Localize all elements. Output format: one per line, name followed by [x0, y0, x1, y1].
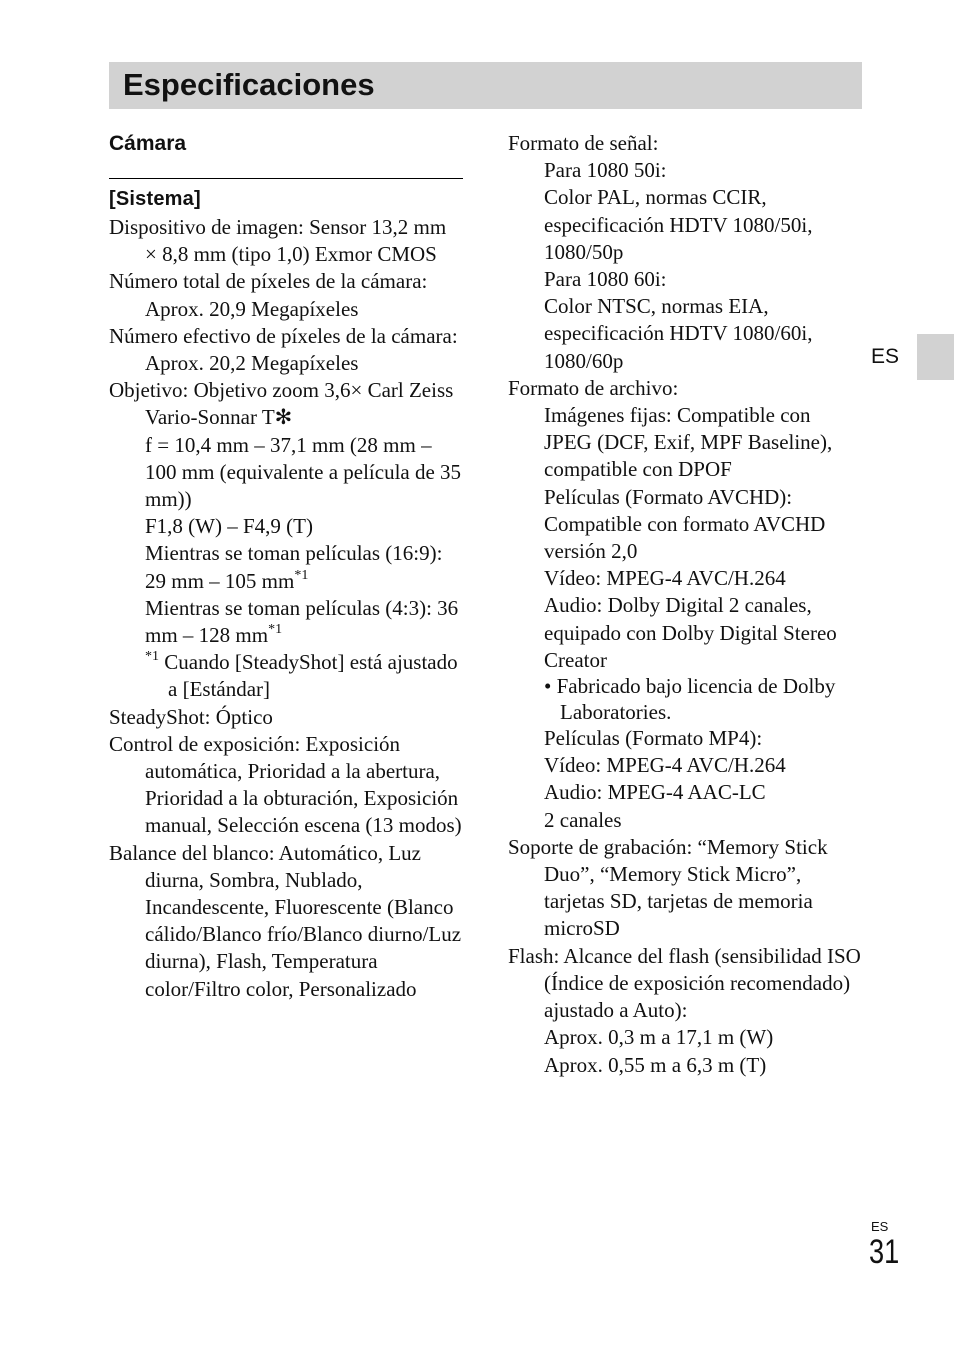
spec-text: Aprox. 20,2 Megapíxeles [145, 351, 359, 376]
spec-line [109, 296, 463, 323]
spec-text: Vídeo: MPEG-4 AVC/H.264 [544, 566, 786, 591]
spec-text: Número total de píxeles de la cámara: [109, 269, 428, 294]
spec-line [109, 214, 463, 268]
spec-line [109, 704, 463, 731]
spec-line [508, 1024, 862, 1051]
spec-text: Color NTSC, normas EIA, especificación HDTV 1080/60i, 1080/60p [544, 294, 813, 373]
spec-line [508, 266, 862, 293]
footnote-marker: *1 [145, 649, 159, 665]
spec-line [109, 649, 463, 703]
spec-line [508, 130, 862, 157]
spec-text: 2 canales [544, 807, 622, 832]
section-heading: Cámara [109, 132, 187, 155]
spec-line [508, 293, 862, 375]
spec-line [508, 402, 862, 484]
spec-line [508, 565, 862, 592]
spec-text: Audio: Dolby Digital 2 canales, equipado con Dolby Digital Stereo Creator [544, 593, 837, 672]
spec-text: Dispositivo de imagen: Sensor 13,2 mm × 8,8 mm (tipo 1,0) Exmor CMOS [109, 215, 447, 267]
spec-text: Control de exposición: Exposición automática, Prioridad a la abertura, Prioridad a la obturación, Exposición manual, Selección escena (13 modos) [109, 731, 462, 838]
spec-text: Mientras se toman películas (16:9): 29 mm – 105 mm [145, 541, 443, 593]
side-tab [917, 334, 954, 380]
side-tab-label: ES [871, 345, 900, 368]
spec-line [508, 1052, 862, 1079]
spec-line [508, 725, 862, 752]
spec-line [508, 779, 862, 806]
spec-line [508, 943, 862, 1025]
right-spec-list [508, 130, 862, 1079]
spec-text: F1,8 (W) – F4,9 (T) [145, 514, 313, 539]
page-number: 31 [869, 1233, 900, 1271]
spec-text: f = 10,4 mm – 37,1 mm (28 mm – 100 mm (equivalente a película de 35 mm)) [145, 432, 462, 512]
spec-line [109, 268, 463, 295]
spec-text: Aprox. 20,9 Megapíxeles [145, 296, 359, 321]
footnote-ref: *1 [268, 622, 283, 638]
spec-line [508, 157, 862, 184]
spec-text: SteadyShot: Óptico [109, 704, 273, 729]
spec-text: Color PAL, normas CCIR, especificación HDTV 1080/50i, 1080/50p [544, 185, 813, 264]
spec-text: Balance del blanco: Automático, Luz diurna, Sombra, Nublado, Incandescente, Fluorescente (Blanco cálido/Blanco frío/Blanco diurno/Luz diurna), Flash, Temperatura color/Filtro color, Personalizado [109, 840, 462, 1001]
spec-text: Número efectivo de píxeles de la cámara: [109, 323, 458, 348]
right-column [508, 130, 862, 1079]
spec-line [508, 752, 862, 779]
footer-language: ES [871, 1219, 889, 1234]
title-bar [109, 62, 862, 109]
spec-text: Películas (Formato MP4): [544, 726, 763, 751]
spec-text: Cuando [SteadyShot] está ajustado a [Estándar] [159, 650, 458, 702]
spec-line [508, 375, 862, 402]
spec-line [109, 731, 463, 840]
spec-text: Películas (Formato AVCHD): Compatible con formato AVCHD versión 2,0 [544, 484, 826, 564]
spec-line [109, 840, 463, 1003]
spec-line [109, 540, 463, 594]
spec-text: Formato de archivo: [508, 375, 679, 400]
spec-text: Objetivo: Objetivo zoom 3,6× Carl Zeiss Vario-Sonnar T✻ [109, 378, 454, 430]
spec-line [109, 323, 463, 350]
page-title: Especificaciones [123, 67, 375, 102]
spec-line [109, 595, 463, 649]
spec-text: • Fabricado bajo licencia de Dolby Laboratories. [544, 674, 836, 724]
spec-text: Flash: Alcance del flash (sensibilidad ISO (Índice de exposición recomendado) ajustado a Auto): [508, 943, 861, 1023]
left-column [109, 130, 463, 1003]
spec-line [109, 432, 463, 514]
spec-text: Aprox. 0,3 m a 17,1 m (W) [544, 1025, 774, 1050]
footnote-ref: *1 [294, 567, 309, 583]
spec-line [508, 184, 862, 266]
spec-text: Soporte de grabación: “Memory Stick Duo”, “Memory Stick Micro”, tarjetas SD, tarjetas de memoria microSD [508, 834, 828, 941]
spec-text: Mientras se toman películas (4:3): 36 mm – 128 mm [145, 595, 459, 648]
spec-text: Para 1080 60i: [544, 267, 667, 292]
spec-line [109, 350, 463, 377]
left-spec-list [109, 214, 463, 1003]
spec-line [508, 592, 862, 674]
spec-text: Aprox. 0,55 m a 6,3 m (T) [544, 1052, 767, 1077]
subsection-heading: [Sistema] [109, 178, 463, 212]
spec-line [508, 674, 862, 725]
spec-text: Para 1080 50i: [544, 158, 667, 183]
spec-line [508, 807, 862, 834]
spec-text: Audio: MPEG-4 AAC-LC [544, 780, 766, 805]
spec-text: Imágenes fijas: Compatible con JPEG (DCF, Exif, MPF Baseline), compatible con DPOF [544, 403, 833, 482]
spec-line [508, 484, 862, 566]
spec-line [508, 834, 862, 943]
spec-line [109, 377, 463, 431]
spec-line [109, 513, 463, 540]
spec-text: Vídeo: MPEG-4 AVC/H.264 [544, 753, 786, 778]
spec-text: Formato de señal: [508, 131, 659, 155]
